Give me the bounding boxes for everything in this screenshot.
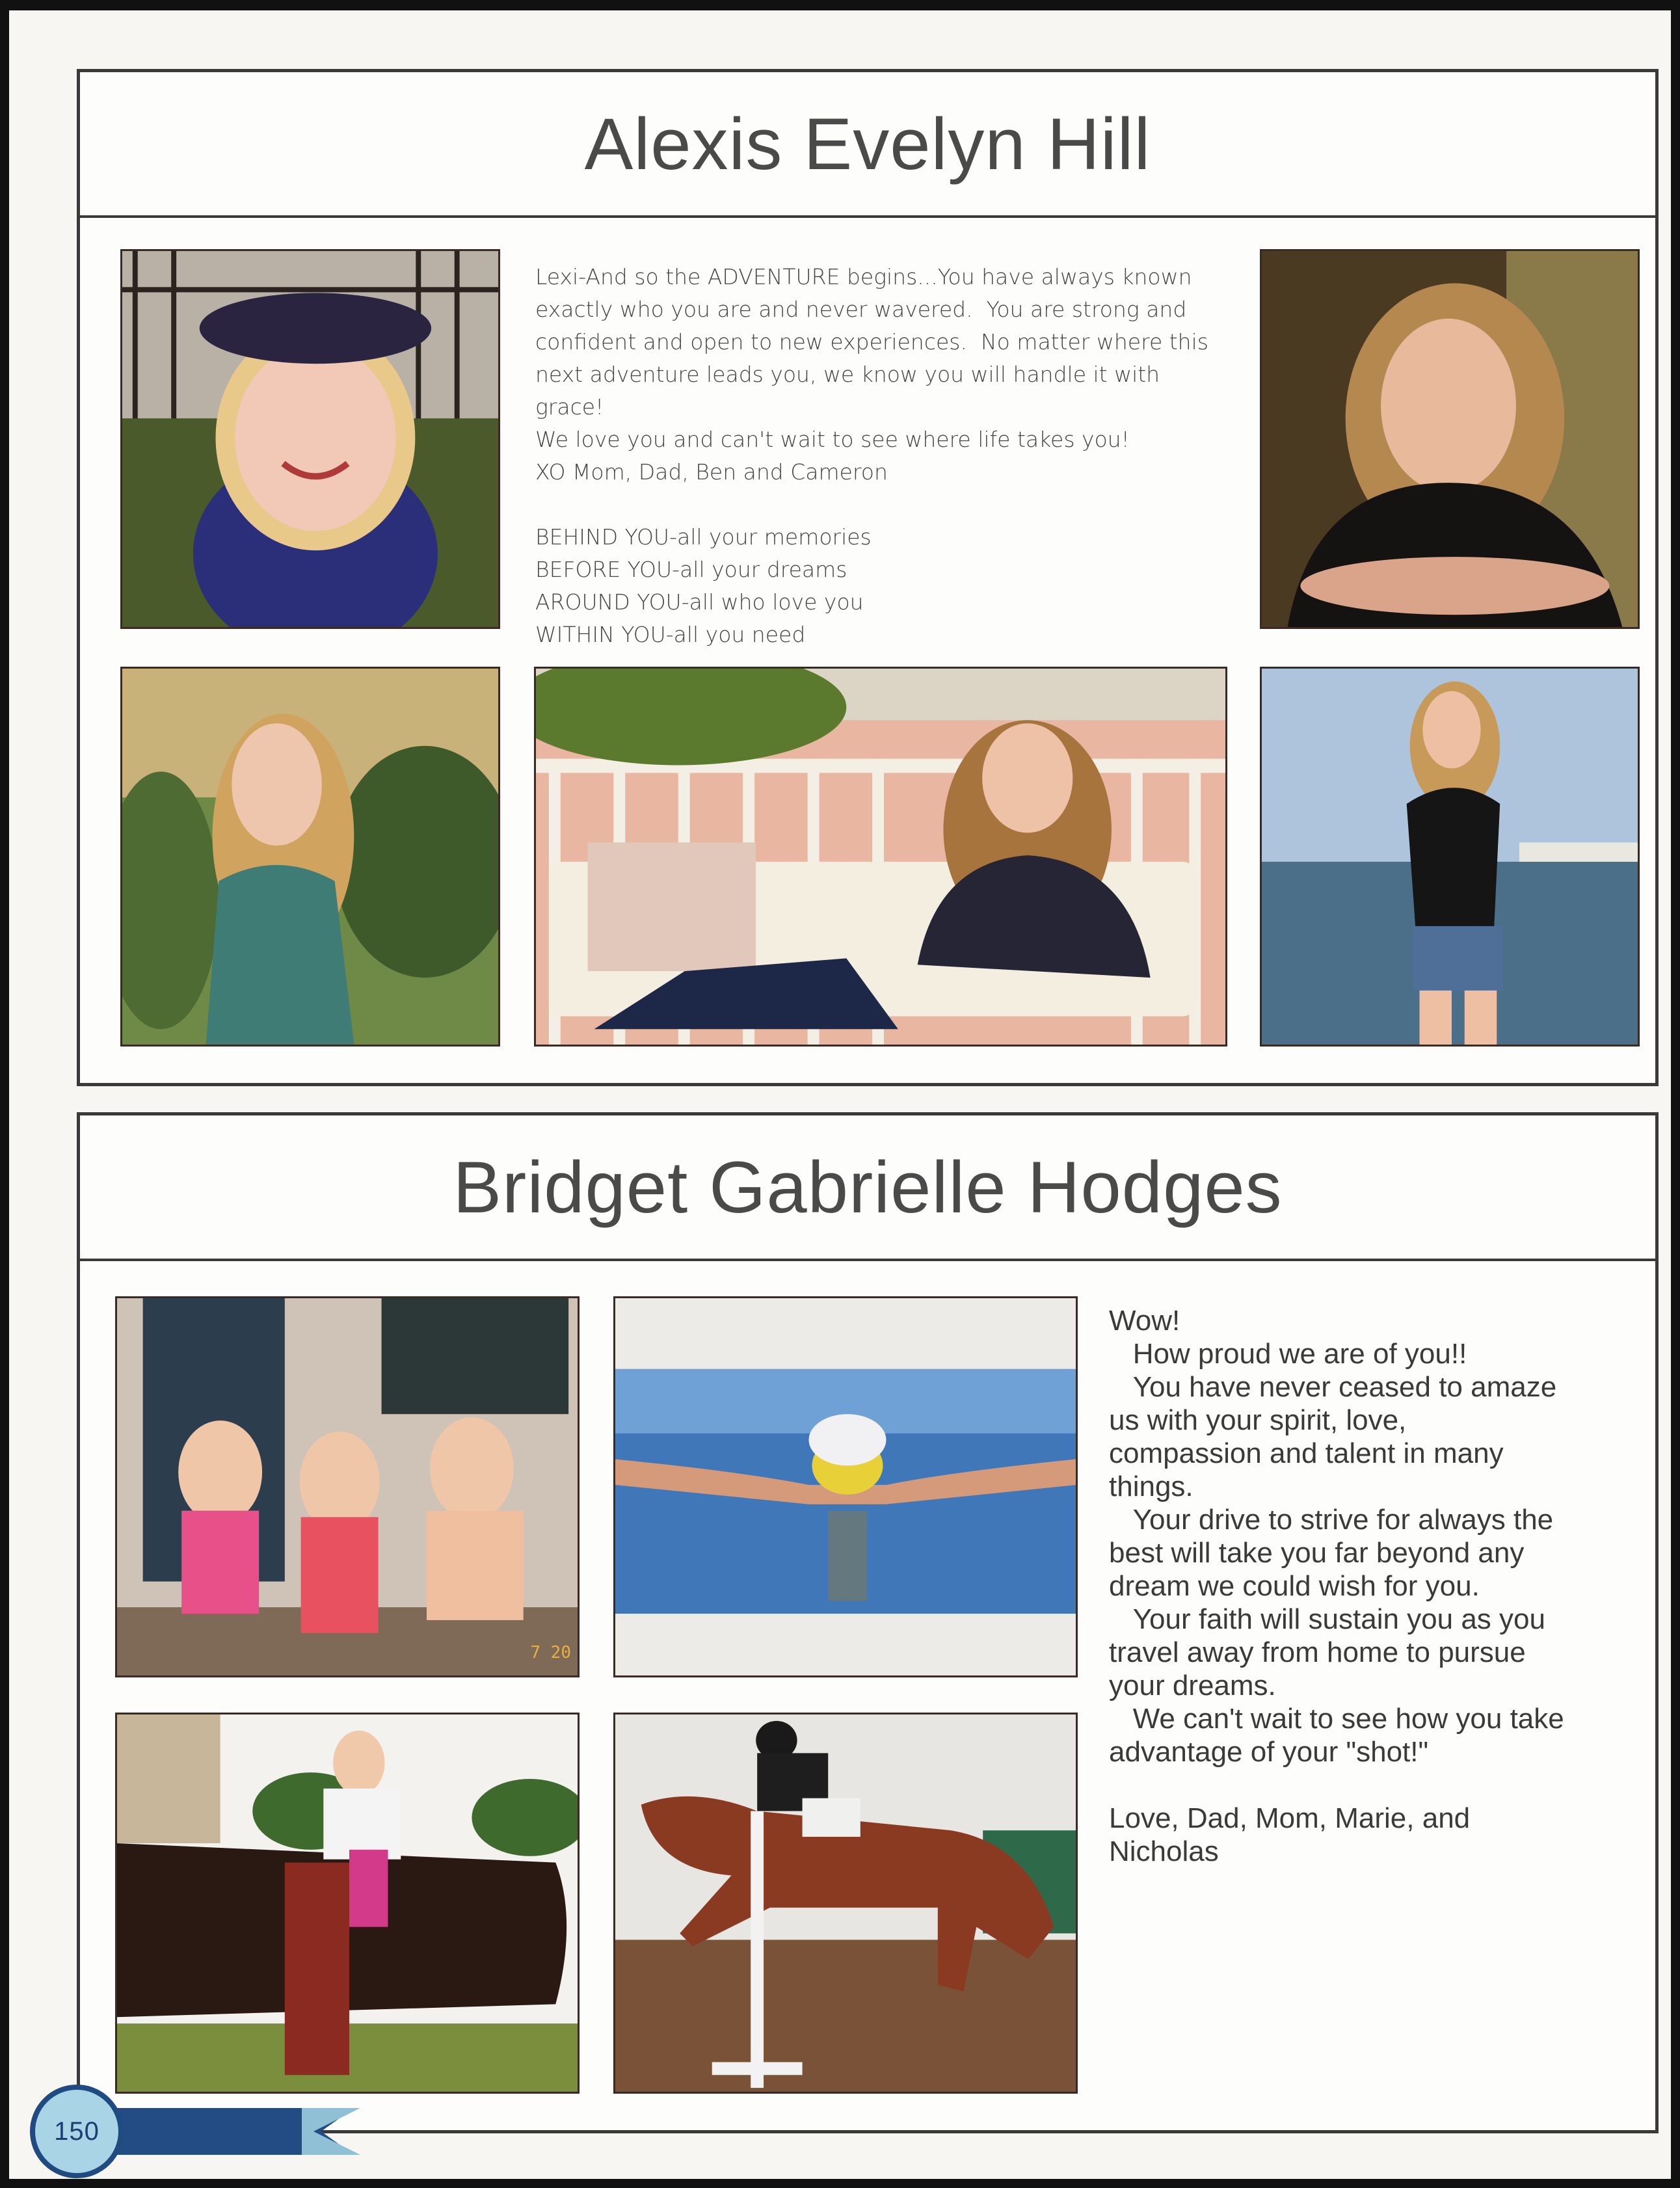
swimming-photo — [613, 1296, 1078, 1677]
horse-riding-photo — [115, 1713, 580, 2094]
siblings-photo — [115, 1296, 580, 1677]
porch-swing-photo — [534, 667, 1227, 1047]
photo-date-stamp: 7 20 — [530, 1643, 571, 1662]
senior-name: Bridget Gabrielle Hodges — [453, 1146, 1283, 1228]
show-jumping-photo — [613, 1713, 1078, 2094]
page-number-badge — [30, 2085, 124, 2178]
garden-photo — [120, 667, 500, 1047]
page-ribbon-tip — [302, 2108, 360, 2155]
page-number-marker — [22, 2081, 360, 2185]
parent-message: Lexi-And so the ADVENTURE begins...You have always known exactly who you are and never wavered. You are strong and confident and open to new experiences. No matter where this next adventure leads you, we know you will handle it with grace! We love you and can't wait to see where life takes you! XO Mom, Dad, Ben and Cameron BEHIND YOU-all your memories BEFORE YOU-all your dreams AROUND YOU-all who love you WITHIN YOU-all you need — [535, 264, 1208, 647]
senior-panel-alexis — [77, 69, 1659, 1086]
senior-portrait — [1260, 249, 1640, 629]
yearbook-page — [9, 10, 1671, 2179]
page-number: 150 — [54, 2116, 100, 2146]
baby-photo — [120, 249, 500, 629]
title-bar — [80, 1115, 1655, 1261]
beach-photo — [1260, 667, 1640, 1047]
title-bar — [80, 72, 1655, 218]
senior-name: Alexis Evelyn Hill — [584, 103, 1151, 185]
senior-panel-bridget — [77, 1112, 1659, 2133]
parent-message: Wow! How proud we are of you!! You have never ceased to amaze us with your spirit, love, compassion and talent in many things. Your drive to strive for always the best will take you far beyond any dream we could wish for you. Your faith will sustain you as you travel away from home to pursue your dreams. We can't wait to see how you take advantage of your "shot!" Love, Dad, Mom, Marie, and Nicholas — [1109, 1305, 1564, 1867]
